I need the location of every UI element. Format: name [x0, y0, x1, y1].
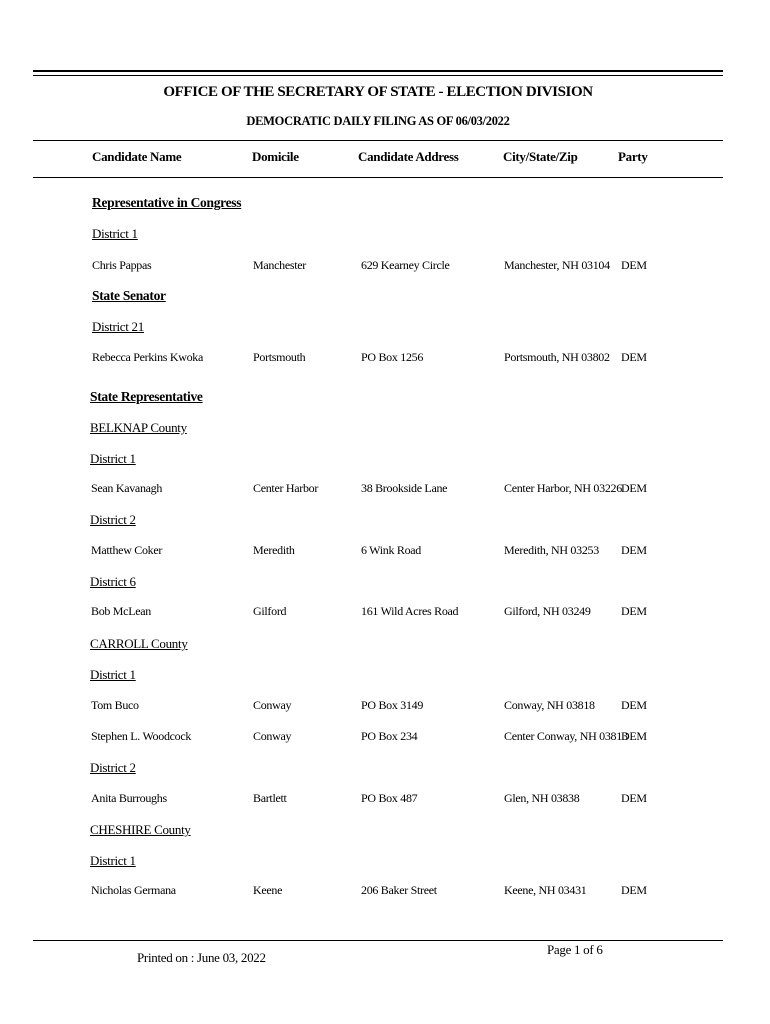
candidate-city: Keene, NH 03431: [504, 883, 587, 897]
candidate-name: Sean Kavanagh: [91, 481, 163, 495]
candidate-domicile: Conway: [253, 729, 292, 743]
candidate-domicile: Conway: [253, 698, 292, 712]
candidate-party: DEM: [621, 604, 647, 618]
belknap-county: BELKNAP County: [90, 420, 187, 435]
candidate-address: 629 Kearney Circle: [361, 258, 450, 272]
candidate-name: Bob McLean: [91, 604, 151, 618]
candidate-domicile: Gilford: [253, 604, 287, 618]
section-state-representative: State Representative: [90, 389, 203, 404]
col-candidate-address: Candidate Address: [358, 149, 459, 164]
candidate-city: Gilford, NH 03249: [504, 604, 591, 618]
col-candidate-name: Candidate Name: [92, 149, 182, 164]
senator-district-21: District 21: [92, 319, 144, 334]
col-city-state-zip: City/State/Zip: [503, 149, 578, 164]
candidate-domicile: Meredith: [253, 543, 295, 557]
belknap-district-2: District 2: [90, 512, 136, 527]
printed-on-date: Printed on : June 03, 2022: [137, 950, 266, 965]
candidate-city: Manchester, NH 03104: [504, 258, 610, 272]
candidate-party: DEM: [621, 791, 647, 805]
section-state-senator: State Senator: [92, 288, 166, 303]
candidate-address: 38 Brookside Lane: [361, 481, 448, 495]
candidate-address: 6 Wink Road: [361, 543, 421, 557]
col-party: Party: [618, 149, 648, 164]
candidate-name: Tom Buco: [91, 698, 139, 712]
page-number: Page 1 of 6: [547, 942, 603, 957]
candidate-city: Center Harbor, NH 03226: [504, 481, 622, 495]
cheshire-district-1: District 1: [90, 853, 136, 868]
candidate-address: PO Box 1256: [361, 350, 424, 364]
footer-rule: [33, 940, 723, 941]
candidate-name: Chris Pappas: [92, 258, 152, 272]
carroll-county: CARROLL County: [90, 636, 188, 651]
candidate-city: Meredith, NH 03253: [504, 543, 599, 557]
document-title: OFFICE OF THE SECRETARY OF STATE - ELECTION DIVISION: [163, 84, 593, 100]
candidate-name: Stephen L. Woodcock: [91, 729, 192, 743]
section-representative-in-congress: Representative in Congress: [92, 195, 242, 210]
candidate-domicile: Keene: [253, 883, 283, 897]
belknap-district-1: District 1: [90, 451, 136, 466]
candidate-name: Rebecca Perkins Kwoka: [92, 350, 203, 364]
candidate-name: Nicholas Germana: [91, 883, 176, 897]
top-rule-thin: [33, 75, 723, 76]
candidate-party: DEM: [621, 543, 647, 557]
candidate-city: Portsmouth, NH 03802: [504, 350, 610, 364]
candidate-party: DEM: [621, 698, 647, 712]
candidate-address: 161 Wild Acres Road: [361, 604, 459, 618]
document-subtitle: DEMOCRATIC DAILY FILING AS OF 06/03/2022: [246, 114, 510, 128]
header-bottom-rule: [33, 177, 723, 178]
candidate-domicile: Portsmouth: [253, 350, 306, 364]
candidate-address: PO Box 234: [361, 729, 418, 743]
candidate-city: Conway, NH 03818: [504, 698, 595, 712]
top-rule-thick: [33, 70, 723, 72]
candidate-domicile: Center Harbor: [253, 481, 319, 495]
candidate-city: Center Conway, NH 03813: [504, 729, 628, 743]
candidate-address: PO Box 3149: [361, 698, 424, 712]
cheshire-county: CHESHIRE County: [90, 822, 191, 837]
candidate-city: Glen, NH 03838: [504, 791, 580, 805]
candidate-domicile: Bartlett: [253, 791, 287, 805]
congress-district-1: District 1: [92, 226, 138, 241]
col-domicile: Domicile: [252, 149, 299, 164]
candidate-domicile: Manchester: [253, 258, 306, 272]
carroll-district-1: District 1: [90, 667, 136, 682]
candidate-party: DEM: [621, 883, 647, 897]
candidate-address: PO Box 487: [361, 791, 418, 805]
carroll-district-2: District 2: [90, 760, 136, 775]
belknap-district-6: District 6: [90, 574, 136, 589]
candidate-party: DEM: [621, 729, 647, 743]
candidate-name: Matthew Coker: [91, 543, 163, 557]
header-top-rule: [33, 140, 723, 141]
candidate-party: DEM: [621, 350, 647, 364]
candidate-party: DEM: [621, 481, 647, 495]
candidate-name: Anita Burroughs: [91, 791, 167, 805]
candidate-address: 206 Baker Street: [361, 883, 437, 897]
candidate-party: DEM: [621, 258, 647, 272]
